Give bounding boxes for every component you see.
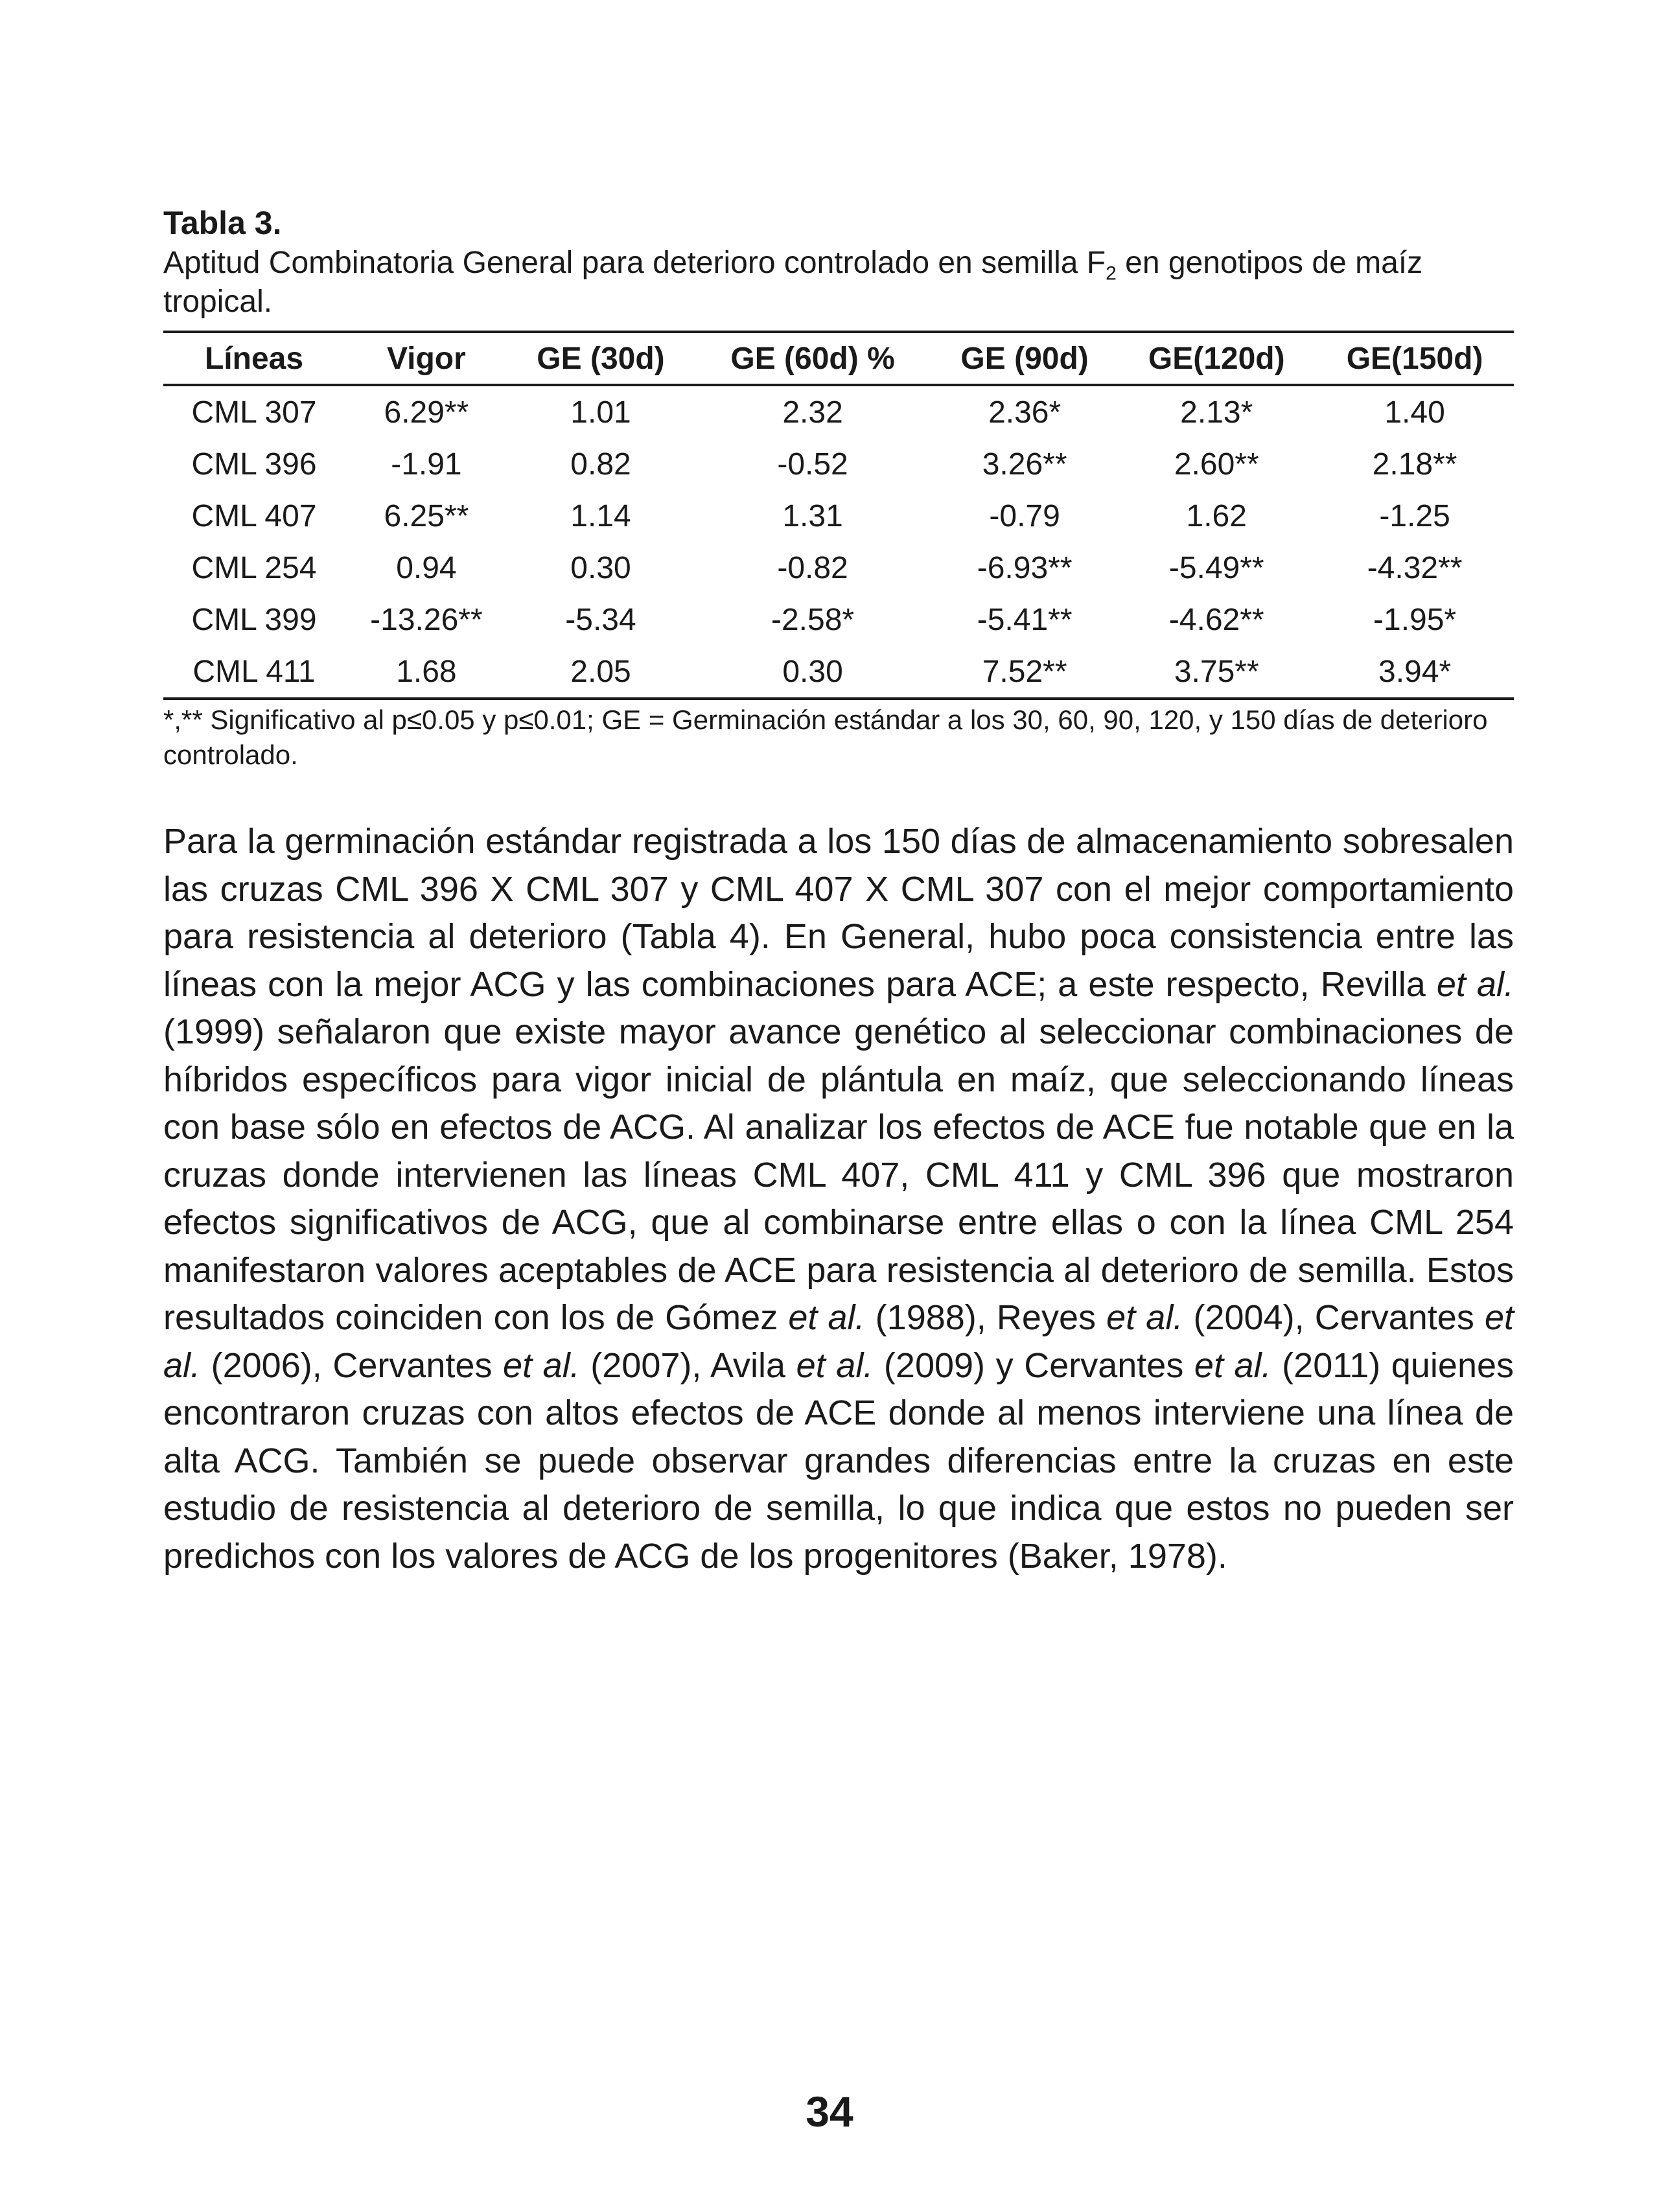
paragraph-text: (1999) señalaron que existe mayor avance genético al seleccionar combinaciones de híbridos específicos para vigor inicial de plántula en maíz, que seleccionando líneas con base sólo en efectos de ACG. Al analizar los efectos de ACE fue notable que en la cruzas donde intervienen las líneas CML 407, CML 411 y CML 396 que mostraron efectos significativos de ACG, que al combinarse entre ellas o con la línea CML 254 manifestaron valores aceptables de ACE para resistencia al deterioro de semilla. Estos resultados coinciden con los de Gómez bbox=[163, 1012, 1514, 1337]
table-cell: -5.41** bbox=[977, 602, 1073, 637]
table-row bbox=[163, 490, 1514, 542]
table-cell: CML 254 bbox=[191, 550, 317, 585]
table-cell: -0.52 bbox=[777, 447, 848, 482]
table-label: Tabla 3. bbox=[163, 205, 282, 241]
table-cell: -4.62** bbox=[1168, 602, 1264, 637]
header-lineas: Líneas bbox=[163, 332, 345, 385]
table-cell: 2.32 bbox=[782, 395, 843, 430]
table-cell: 1.68 bbox=[345, 646, 508, 699]
table-cell: 1.62 bbox=[1186, 498, 1247, 533]
table-cell: CML 307 bbox=[191, 395, 317, 430]
table-row bbox=[163, 594, 1514, 646]
table-cell: 3.94* bbox=[1316, 646, 1514, 699]
table-cell: 2.60** bbox=[1174, 447, 1259, 482]
paragraph-italic-etal: et al. bbox=[163, 1298, 1514, 1385]
table-cell: -13.26** bbox=[370, 602, 483, 637]
paragraph-italic-etal: et al. bbox=[1194, 1345, 1271, 1385]
table-section bbox=[163, 202, 1514, 773]
data-table bbox=[163, 331, 1514, 700]
table-cell: -0.79 bbox=[989, 498, 1060, 533]
table-cell: 1.14 bbox=[570, 498, 631, 533]
header-ge-30d: GE (30d) bbox=[508, 332, 693, 385]
table-cell: -4.32** bbox=[1367, 550, 1463, 585]
table-cell: CML 411 bbox=[163, 646, 345, 699]
paragraph-text: (1988), Reyes bbox=[864, 1298, 1107, 1337]
header-ge-90d: GE (90d) bbox=[932, 332, 1117, 385]
table-cell: 2.18** bbox=[1372, 447, 1457, 482]
table-cell: 2.05 bbox=[508, 646, 693, 699]
table-cell: 6.25** bbox=[384, 498, 469, 533]
table-footnote: *,** Significativo al p≤0.05 y p≤0.01; GE = Germinación estándar a los 30, 60, 90, 120, y 150 días de deterioro controlado. bbox=[163, 704, 1488, 770]
table-cell: -1.95* bbox=[1373, 602, 1457, 637]
table-cell: -5.34 bbox=[565, 602, 636, 637]
table-cell: -0.82 bbox=[777, 550, 848, 585]
paragraph-text: (2006), Cervantes bbox=[200, 1345, 504, 1385]
table-cell: CML 396 bbox=[191, 447, 317, 482]
table-cell: -1.25 bbox=[1379, 498, 1450, 533]
page-number: 34 bbox=[806, 2088, 853, 2136]
paragraph-italic-etal: et al. bbox=[503, 1345, 580, 1385]
table-cell: -1.91 bbox=[391, 447, 462, 482]
table-cell: 1.40 bbox=[1384, 395, 1445, 430]
header-ge-60d: GE (60d) % bbox=[693, 332, 932, 385]
table-row bbox=[163, 385, 1514, 438]
table-caption-end: en genotipos de maíz tropical. bbox=[163, 246, 1423, 319]
paragraph-italic-etal: et al. bbox=[1436, 964, 1514, 1004]
table-cell: 0.30 bbox=[570, 550, 631, 585]
table-cell: 2.13* bbox=[1180, 395, 1253, 430]
table-cell: 0.82 bbox=[570, 447, 631, 482]
table-caption-subscript: 2 bbox=[1106, 262, 1117, 285]
paragraph-text: (2004), Cervantes bbox=[1183, 1298, 1485, 1337]
table-cell: 7.52** bbox=[932, 646, 1117, 699]
table-cell: CML 399 bbox=[191, 602, 317, 637]
table-row bbox=[163, 646, 1514, 699]
table-caption bbox=[163, 244, 1514, 321]
paragraph-text: (2011) quienes encontraron cruzas con altos efectos de ACE donde al menos interviene una línea de alta ACG. También se puede observar grandes diferencias entre la cruzas en este estudio de resistencia al deterioro de semilla, lo que indica que estos no pueden ser predichos con los valores de ACG de los progenitores (Baker, 1978). bbox=[163, 1345, 1514, 1576]
header-ge-120d: GE(120d) bbox=[1117, 332, 1316, 385]
table-row bbox=[163, 542, 1514, 594]
table-cell: 2.36* bbox=[988, 395, 1062, 430]
table-cell: 0.30 bbox=[693, 646, 932, 699]
table-cell: 3.26** bbox=[982, 447, 1067, 482]
table-caption-main: Aptitud Combinatoria General para deterioro controlado en semilla F bbox=[163, 246, 1106, 280]
paragraph-italic-etal: et al. bbox=[796, 1345, 874, 1385]
table-cell: 1.01 bbox=[570, 395, 631, 430]
table-cell: 6.29** bbox=[384, 395, 469, 430]
body-paragraph bbox=[163, 818, 1514, 1580]
header-ge-150d: GE(150d) bbox=[1316, 332, 1514, 385]
table-cell: 0.94 bbox=[396, 550, 457, 585]
table-cell: 1.31 bbox=[782, 498, 843, 533]
paragraph-text: (2007), Avila bbox=[579, 1345, 796, 1385]
table-cell: CML 407 bbox=[191, 498, 317, 533]
paragraph-italic-etal: et al. bbox=[788, 1298, 865, 1337]
table-row bbox=[163, 438, 1514, 490]
table-cell: -5.49** bbox=[1168, 550, 1264, 585]
paragraph-text: Para la germinación estándar registrada a los 150 días de almacenamiento sobresalen las cruzas CML 396 X CML 307 y CML 407 X CML 307 con el mejor comportamiento para resistencia al deterioro (Tabla 4). En General, hubo poca consistencia entre las líneas con la mejor ACG y las combinaciones para ACE; a este respecto, Revilla bbox=[163, 822, 1514, 1004]
paragraph-italic-etal: et al. bbox=[1106, 1298, 1183, 1337]
table-cell: 3.75** bbox=[1117, 646, 1316, 699]
table-header-row bbox=[163, 332, 1514, 385]
table-cell: -6.93** bbox=[977, 550, 1073, 585]
paragraph-text: (2009) y Cervantes bbox=[873, 1345, 1194, 1385]
table-cell: -2.58* bbox=[771, 602, 855, 637]
header-vigor: Vigor bbox=[345, 332, 508, 385]
